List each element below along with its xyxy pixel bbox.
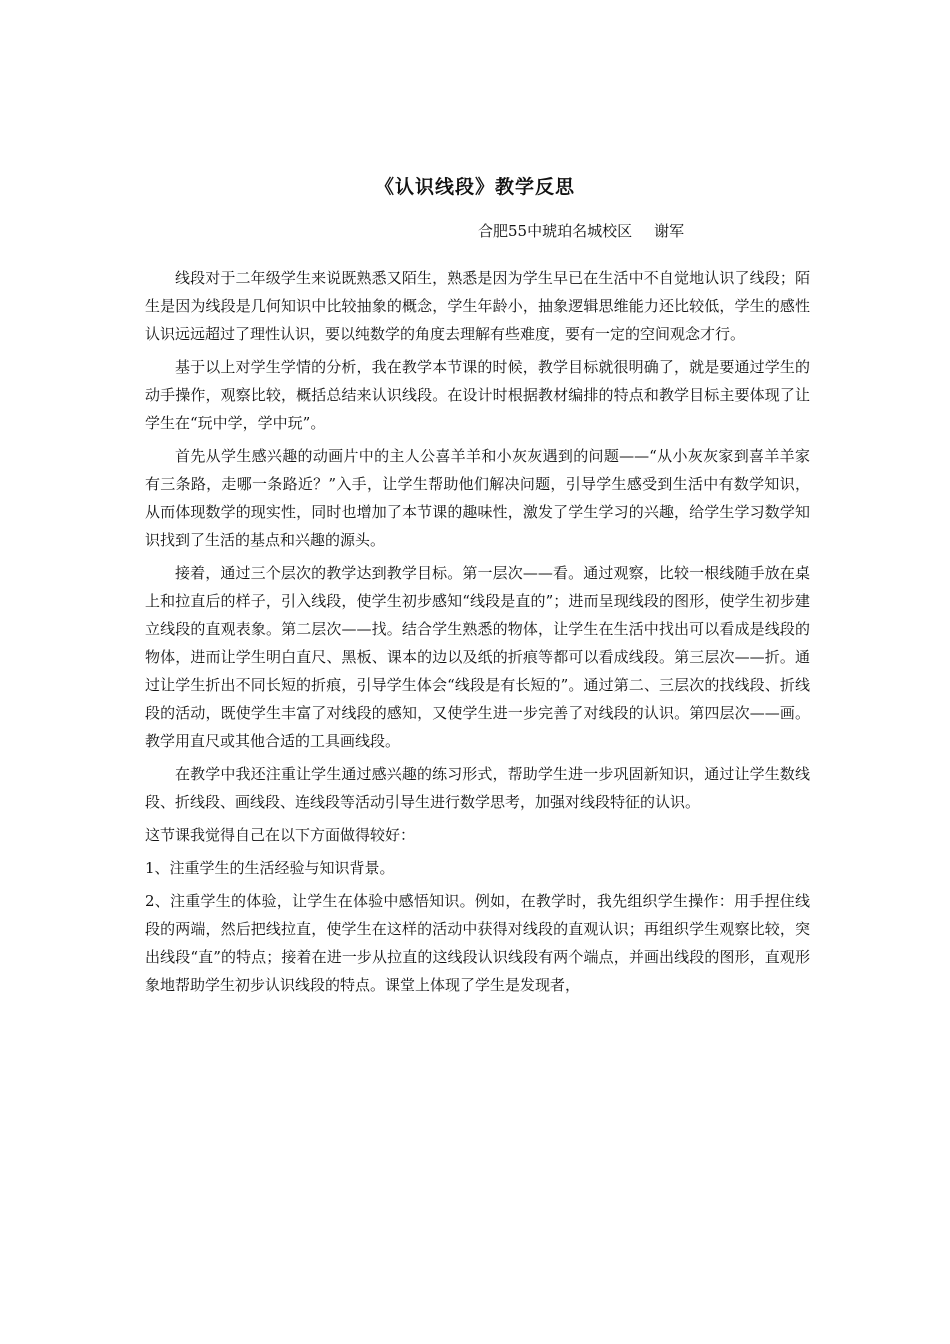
list-item: 1、注重学生的生活经验与知识背景。 xyxy=(145,859,395,877)
document-body xyxy=(145,264,810,1004)
author-name: 谢军 xyxy=(654,222,685,240)
paragraph: 线段对于二年级学生来说既熟悉又陌生，熟悉是因为学生早已在生活中不自觉地认识了线段；陌生是因为线段是几何知识中比较抽象的概念，学生年龄小，抽象逻辑思维能力还比较低，学生的感性认识远远超过了理性认识，要以纯数学的角度去理解有些难度，要有一定的空间观念才行。 xyxy=(145,269,810,343)
document-title: 《认识线段》教学反思 xyxy=(374,176,575,198)
author-line xyxy=(478,220,684,241)
paragraph: 在教学中我还注重让学生通过感兴趣的练习形式，帮助学生进一步巩固新知识，通过让学生数线段、折线段、画线段、连线段等活动引导生进行数学思考，加强对线段特征的认识。 xyxy=(145,765,810,811)
author-school: 合肥55中琥珀名城校区 xyxy=(478,222,633,240)
list-item: 2、注重学生的体验，让学生在体验中感悟知识。例如，在教学时，我先组织学生操作：用手捏住线段的两端，然后把线拉直，使学生在这样的活动中获得对线段的直观认识；再组织学生观察比较，突出线段“直”的特点；接着在进一步从拉直的这线段认识线段有两个端点，并画出线段的图形，直观形象地帮助学生初步认识线段的特点。课堂上体现了学生是发现者， xyxy=(145,892,810,994)
paragraph: 基于以上对学生学情的分析，我在教学本节课的时候，教学目标就很明确了，就是要通过学生的动手操作，观察比较，概括总结来认识线段。在设计时根据教材编排的特点和教学目标主要体现了让学生在“玩中学，学中玩”。 xyxy=(145,358,810,432)
paragraph: 首先从学生感兴趣的动画片中的主人公喜羊羊和小灰灰遇到的问题——“从小灰灰家到喜羊羊家有三条路，走哪一条路近？”入手，让学生帮助他们解决问题，引导学生感受到生活中有数学知识，从而体现数学的现实性，同时也增加了本节课的趣味性，激发了学生学习的兴趣，给学生学习数学知识找到了生活的基点和兴趣的源头。 xyxy=(145,447,810,549)
paragraph: 这节课我觉得自己在以下方面做得较好： xyxy=(145,826,416,844)
paragraph: 接着，通过三个层次的教学达到教学目标。第一层次——看。通过观察，比较一根线随手放在桌上和拉直后的样子，引入线段，使学生初步感知“线段是直的”；进而呈现线段的图形，使学生初步建立线段的直观表象。第二层次——找。结合学生熟悉的物体，让学生在生活中找出可以看成是线段的物体，进而让学生明白直尺、黑板、课本的边以及纸的折痕等都可以看成线段。第三层次——折。通过让学生折出不同长短的折痕，引导学生体会“线段是有长短的”。通过第二、三层次的找线段、折线段的活动，既使学生丰富了对线段的感知，又使学生进一步完善了对线段的认识。第四层次——画。教学用直尺或其他合适的工具画线段。 xyxy=(145,564,810,750)
